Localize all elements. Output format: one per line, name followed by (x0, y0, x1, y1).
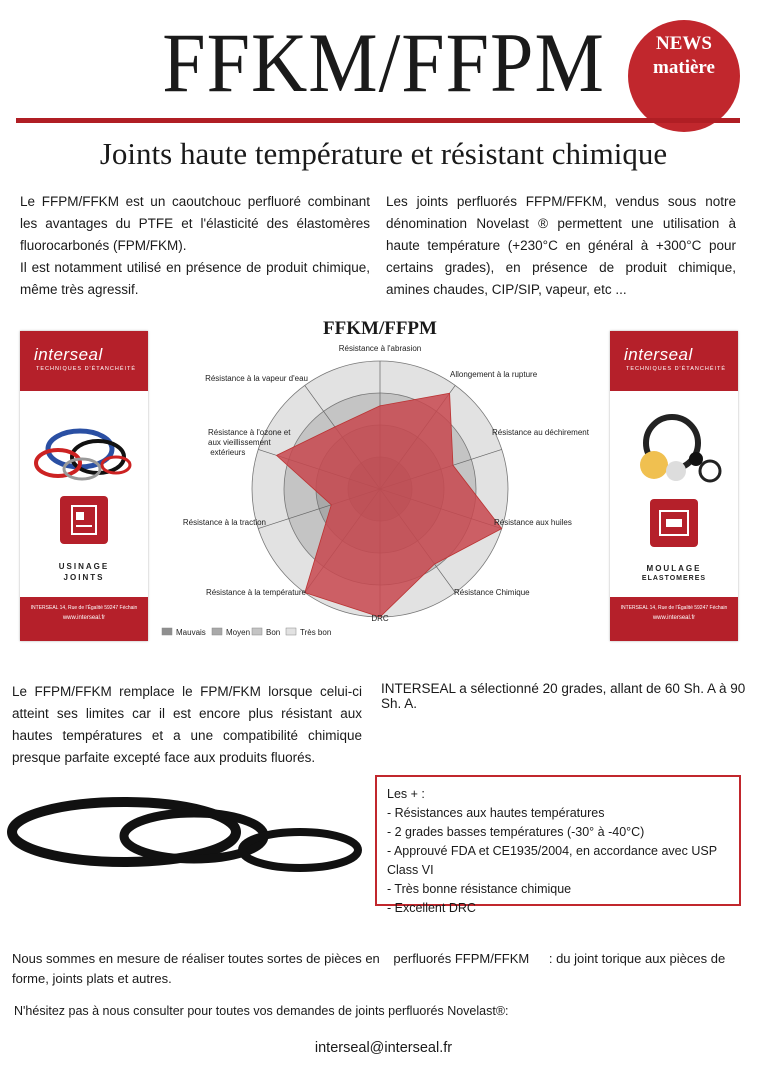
banner-label1: USINAGE (58, 562, 110, 571)
interseal-logo: interseal (34, 345, 103, 364)
machining-icon (60, 496, 108, 544)
axis-label: Résistance au déchirement (492, 428, 589, 437)
legend-swatch (286, 628, 296, 635)
axis-label: Résistance à la température (205, 588, 306, 597)
chart-title: FFKM/FFPM (323, 318, 437, 339)
banner-label1: MOULAGE (646, 564, 702, 573)
molding-icon (650, 499, 698, 547)
legend-swatch (162, 628, 172, 635)
intro-right: Les joints perfluorés FFPM/FFKM, vendus sous notre dénomination Novelast ® permettent une utilisation à haute température (+230°C en général à +300°C pour certains grades), en présence de produit chimique, amines chaudes, CIP/SIP, vapeur, etc ... (386, 194, 736, 297)
banner-footer (610, 597, 738, 641)
advantage-item: - Excellent DRC (387, 901, 476, 915)
axis-label: Résistance aux huiles (494, 518, 572, 527)
banner-footer (20, 597, 148, 641)
footer-line1-a: Nous sommes en mesure de réaliser toutes sortes de pièces en (12, 951, 380, 966)
banner-label2: ELASTOMERES (641, 575, 707, 582)
badge-line2: matière (653, 57, 715, 78)
banner-tagline: TECHNIQUES D'ÉTANCHÉITÉ (626, 366, 727, 372)
orings-photo-icon (4, 792, 374, 902)
axis-label: Résistance Chimique (454, 588, 530, 597)
legend (162, 628, 331, 637)
footer-line2: N'hésitez pas à nous consulter pour toutes vos demandes de joints perfluorés Novelast®: (14, 1004, 509, 1018)
advantage-item: - Résistances aux hautes températures (387, 806, 605, 820)
footer-line1-c: : du joint torique aux pièces de forme, joints plats et autres. (12, 951, 726, 986)
banner-moulage (610, 331, 738, 641)
legend-label: Moyen (226, 628, 251, 637)
banner-label2: JOINTS (63, 573, 105, 582)
page-title: FFKM/FFPM (162, 15, 605, 110)
subtitle: Joints haute température et résistant chimique (99, 136, 668, 171)
advantages-box (375, 775, 741, 915)
legend-label: Très bon (300, 628, 332, 637)
interseal-logo: interseal (624, 345, 693, 364)
banner-header (20, 331, 148, 391)
banner-header (610, 331, 738, 391)
axis-label: Résistance à l'ozone et aux vieillissement extérieurs (208, 428, 291, 457)
news-badge (628, 20, 740, 132)
badge-line1: NEWS (656, 33, 712, 54)
intro-left-p1: Le FFPM/FFKM est un caoutchouc perfluoré combinant les avantages du PTFE et l'élasticité des élastomères fluorocarbonés (FPM/FKM). (20, 194, 370, 253)
footer-line1 (12, 949, 752, 989)
legend-label: Mauvais (176, 628, 206, 637)
intro-left-p2: Il est notamment utilisé en présence de produit chimique, même très agressif. (20, 260, 370, 297)
banner-usinage (20, 331, 148, 641)
advantage-item: - Approuvé FDA et CE1935/2004, en accordance avec USP Class VI (387, 844, 717, 877)
axis-label: Résistance à la traction (182, 518, 266, 527)
advantages-heading: Les + : (387, 787, 425, 801)
contact-email[interactable]: interseal@interseal.fr (314, 1040, 453, 1056)
legend-label: Bon (266, 628, 281, 637)
axis-label: Résistance à la vapeur d'eau (205, 374, 308, 383)
banner-url: www.interseal.fr (652, 615, 696, 621)
intro-left (20, 191, 370, 301)
axis-label: Résistance à l'abrasion (338, 345, 422, 353)
axis-label: DRC (371, 614, 389, 623)
banner-tagline: TECHNIQUES D'ÉTANCHÉITÉ (36, 366, 137, 372)
radar-chart (140, 345, 620, 645)
footer-line1-b: perfluorés FFPM/FFKM (393, 951, 530, 966)
banner-url: www.interseal.fr (62, 615, 106, 621)
legend-swatch (252, 628, 262, 635)
advantage-item: - Très bonne résistance chimique (387, 882, 572, 896)
axis-label: Allongement à la rupture (450, 370, 538, 379)
title-divider (16, 118, 740, 123)
middle-left-text: Le FFPM/FFKM remplace le FPM/FKM lorsque celui-ci atteint ses limites car il est encore plus résistant aux hautes températures et a une compatibilité chimique presque parfaite excepté face aux produits fluorés. (12, 684, 362, 765)
advantage-item: - 2 grades basses températures (-30° à -40°C) (387, 825, 645, 839)
middle-right-text: INTERSEAL a sélectionné 20 grades, allant de 60 Sh. A à 90 Sh. A. (381, 681, 746, 711)
legend-swatch (212, 628, 222, 635)
banner-address: INTERSEAL 14, Rue de l'Égalité 59247 Féchain (620, 605, 728, 611)
banner-address: INTERSEAL 14, Rue de l'Égalité 59247 Féchain (30, 605, 138, 611)
